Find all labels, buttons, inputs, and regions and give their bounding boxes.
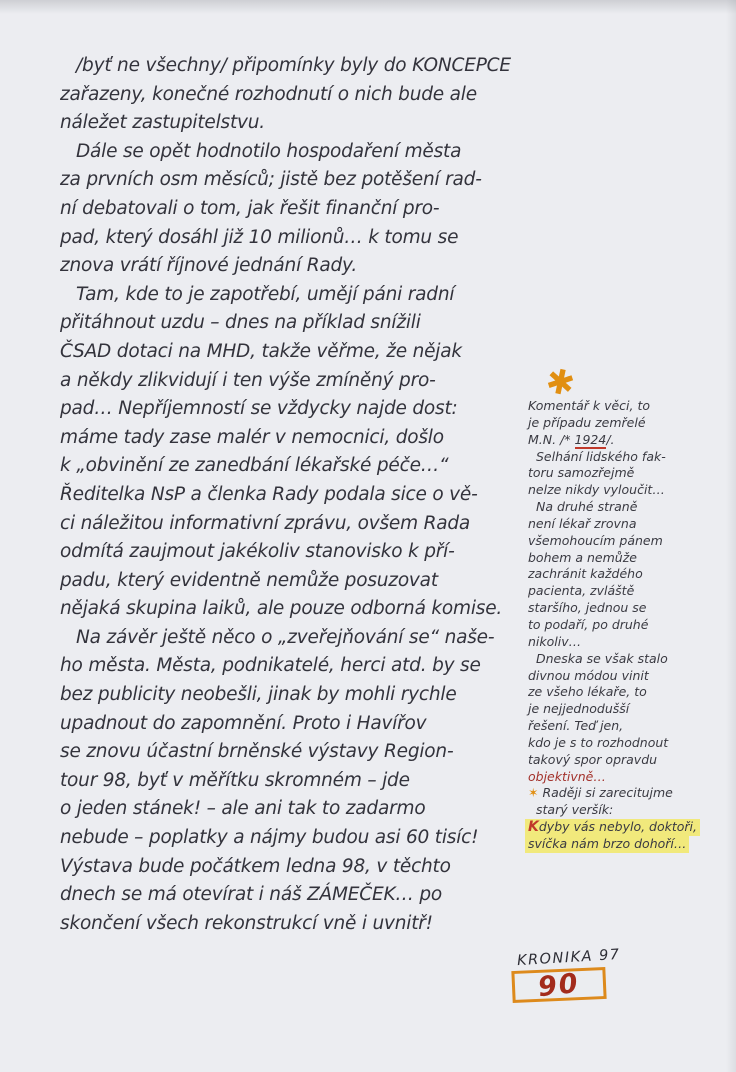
margin-note-line: Selhání lidského fak- xyxy=(536,448,666,464)
text-line: za prvních osm měsíců; jistě bez potěšení rad- xyxy=(60,169,482,191)
page-number-box xyxy=(511,967,606,1003)
text-line: se znovu účastní brněnské výstavy Region- xyxy=(60,741,454,763)
page-number: 90 xyxy=(536,967,582,1003)
margin-note-line: všemohoucím pánem xyxy=(528,532,663,548)
margin-note-line: starý veršík: xyxy=(536,802,614,818)
margin-note-line: zachránit každého xyxy=(528,566,643,582)
text-line: ní debatovali o tom, jak řešit finanční pro- xyxy=(60,197,440,219)
text-line: máme tady zase malér v nemocnici, došlo xyxy=(60,426,444,448)
text-line: k „obvinění ze zanedbání lékařské péče…“ xyxy=(60,455,449,477)
chronicle-label: KRONIKA 97 xyxy=(516,946,622,970)
text-line: upadnout do zapomnění. Proto i Havířov xyxy=(60,712,427,734)
text-line: Ředitelka NsP a členka Rady podala sice o vě- xyxy=(60,483,478,505)
margin-note-line: Komentář k věci, to xyxy=(528,398,651,413)
margin-note-line: to podaří, po druhé xyxy=(528,616,649,632)
text-line: zařazeny, konečné rozhodnutí o nich bude ale xyxy=(60,83,477,105)
text-line: pad… Nepříjemností se vždycky najde dost: xyxy=(60,398,458,420)
text-line: padu, který evidentně nemůže posuzovat xyxy=(60,569,438,591)
margin-note-line: nikoliv… xyxy=(528,633,582,649)
margin-note-line: Kdyby vás nebylo, doktoři, xyxy=(528,819,724,836)
text-line: o jeden stánek! – ale ani tak to zadarmo xyxy=(60,798,426,820)
text-line: ho města. Města, podnikatelé, herci atd. by se xyxy=(60,655,481,677)
main-text-block xyxy=(60,52,538,938)
margin-note-line: nelze nikdy vyloučit… xyxy=(528,482,665,498)
margin-note-line: Na druhé straně xyxy=(536,499,638,515)
margin-note-line: bohem a nemůže xyxy=(528,549,637,565)
margin-note-line: pacienta, zvláště xyxy=(528,583,635,599)
margin-star-icon: ✱ xyxy=(542,360,579,406)
text-line: odmítá zaujmout jakékoliv stanovisko k pří- xyxy=(60,541,455,563)
margin-note-line: svíčka nám brzo dohoří… xyxy=(528,836,724,853)
text-line: Výstava bude počátkem ledna 98, v těchto xyxy=(60,855,451,877)
text-line: znova vrátí říjnové jednání Rady. xyxy=(60,255,358,277)
text-line: /byť ne všechny/ připomínky byly do KONCEPCE xyxy=(76,55,511,76)
margin-note-line: divnou módou vinit xyxy=(528,667,649,683)
text-line: náležet zastupitelstvu. xyxy=(60,112,265,134)
margin-note-line: není lékař zrovna xyxy=(528,515,637,531)
margin-note-line: Dneska se však stalo xyxy=(536,650,668,666)
margin-note-line: toru samozřejmě xyxy=(528,465,635,481)
text-line: Dále se opět hodnotilo hospodaření města xyxy=(76,140,462,162)
margin-note-line: je případu zemřelé xyxy=(528,414,646,430)
text-line: Tam, kde to je zapotřebí, umějí páni radní xyxy=(76,283,455,305)
margin-note-line: M.N. /* 1924/. xyxy=(528,431,615,447)
text-line: ČSAD dotaci na MHD, takže věřme, že nějak xyxy=(60,340,462,362)
margin-note-line: ✶ Raději si zarecitujme xyxy=(528,785,673,801)
text-line: bez publicity neobešli, jinak by mohli rychle xyxy=(60,684,457,706)
text-line: ci náležitou informativní zprávu, ovšem Rada xyxy=(60,512,471,534)
margin-note-line: objektivně… xyxy=(528,768,606,784)
margin-note-line: kdo je s to rozhodnout xyxy=(528,734,669,750)
margin-note-line: je nejjednodušší xyxy=(528,701,630,717)
text-line: skončení všech rekonstrukcí vně i uvnitř! xyxy=(60,912,433,934)
margin-note-line: takový spor opravdu xyxy=(528,751,658,767)
text-line: dnech se má otevírat i náš ZÁMEČEK… po xyxy=(60,884,443,906)
margin-note-line: staršího, jednou se xyxy=(528,600,647,616)
margin-note-line: ze všeho lékaře, to xyxy=(528,684,647,700)
text-line: pad, který dosáhl již 10 milionů… k tomu se xyxy=(60,226,459,248)
text-line: Na závěr ještě něco o „zveřejňování se“ naše- xyxy=(76,626,495,648)
margin-note-block xyxy=(528,398,724,853)
margin-note-line: řešení. Teď jen, xyxy=(528,718,624,734)
text-line: nebude – poplatky a nájmy budou asi 60 tisíc! xyxy=(60,827,479,849)
text-line: nějaká skupina laiků, ale pouze odborná komise. xyxy=(60,598,503,620)
text-line: přitáhnout uzdu – dnes na příklad snížili xyxy=(60,312,421,334)
text-line: tour 98, byť v měřítku skromném – jde xyxy=(60,769,410,791)
text-line: a někdy zlikvidují i ten výše zmíněný pro- xyxy=(60,369,436,391)
